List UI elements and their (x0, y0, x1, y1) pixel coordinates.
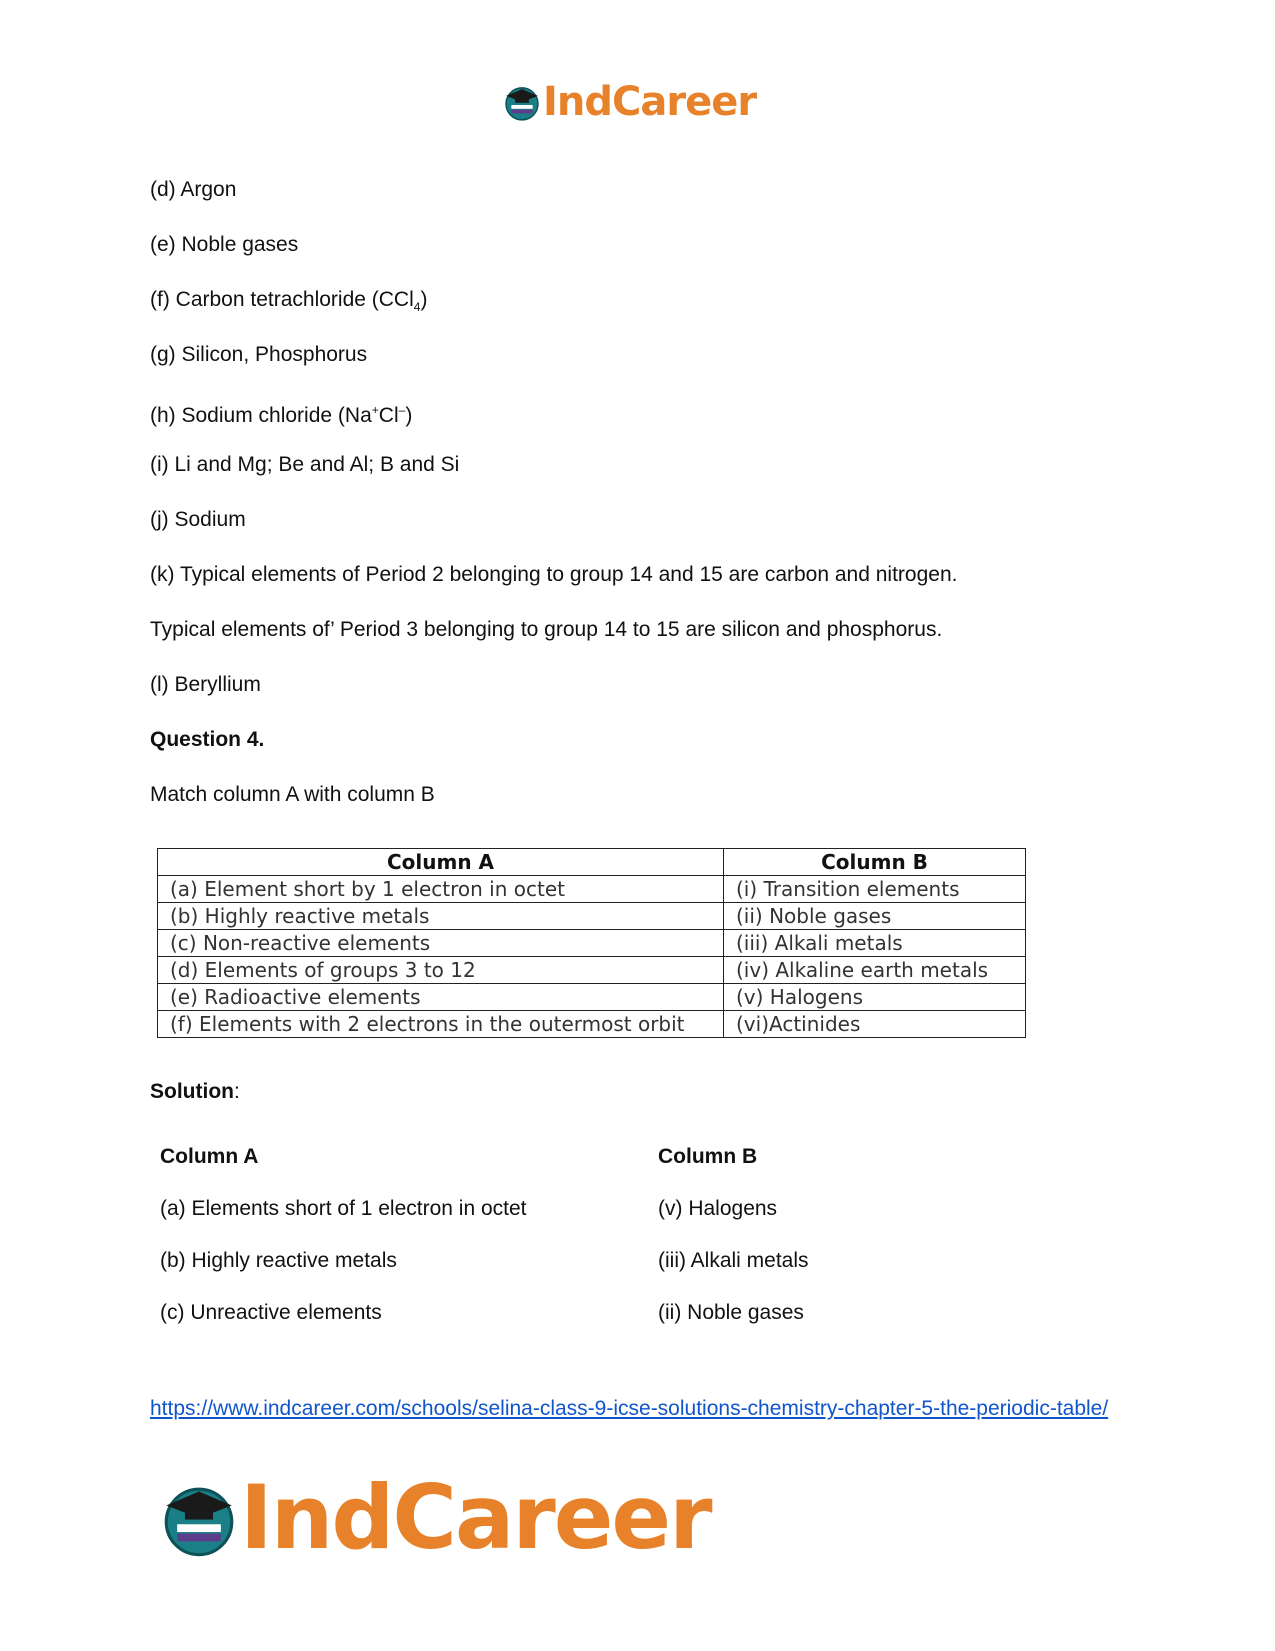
table-cell: (iii) Alkali metals (724, 930, 1026, 957)
answer-f: (f) Carbon tetrachloride (CCl$_4$) (150, 288, 428, 315)
solution-cell: (c) Unreactive elements (160, 1301, 382, 1324)
solution-cell: (ii) Noble gases (658, 1301, 804, 1324)
answer-k: (k) Typical elements of Period 2 belonging to group 14 and 15 are carbon and nitrogen. (150, 563, 958, 586)
table-cell: (i) Transition elements (724, 876, 1026, 903)
table-cell: (f) Elements with 2 electrons in the outermost orbit (158, 1011, 724, 1038)
table-cell: (d) Elements of groups 3 to 12 (158, 957, 724, 984)
table-row (158, 957, 1026, 984)
column-a-header: Column A (158, 849, 724, 876)
solution-cell: (v) Halogens (658, 1197, 778, 1220)
answer-j: (j) Sodium (150, 508, 246, 531)
table-header-row (158, 849, 1026, 876)
solution-row (160, 1194, 809, 1246)
solution-header-row (160, 1142, 809, 1194)
table-row (158, 1011, 1026, 1038)
table-cell: (b) Highly reactive metals (158, 903, 724, 930)
answer-l: (l) Beryllium (150, 673, 261, 696)
table-row (158, 930, 1026, 957)
solution-label: Solution (150, 1080, 234, 1103)
answer-i: (i) Li and Mg; Be and Al; B and Si (150, 453, 460, 476)
answer-e: (e) Noble gases (150, 233, 299, 256)
brand-name: IndCareer (543, 79, 757, 125)
solution-list (160, 1142, 809, 1350)
answer-k-continued: Typical elements of’ Period 3 belonging to group 14 to 15 are silicon and phosphorus. (150, 618, 943, 641)
solution-column-a-header: Column A (160, 1145, 259, 1168)
solution-heading (150, 1080, 240, 1104)
table-row (158, 903, 1026, 930)
solution-colon: : (233, 1080, 240, 1103)
question-prompt: Match column A with column B (150, 783, 435, 806)
table-cell: (v) Halogens (724, 984, 1026, 1011)
graduation-cap-logo-icon (503, 83, 541, 121)
table-cell: (e) Radioactive elements (158, 984, 724, 1011)
answer-h: (h) Sodium chloride (Na+Cl–) (150, 403, 413, 427)
table-cell: (a) Element short by 1 electron in octet (158, 876, 724, 903)
solution-cell: (a) Elements short of 1 electron in octet (160, 1197, 527, 1220)
answers-list (150, 175, 1150, 835)
column-b-header: Column B (724, 849, 1026, 876)
source-link[interactable]: https://www.indcareer.com/schools/selina-class-9-icse-solutions-chemistry-chapter-5-the-periodic-table/ (150, 1397, 1109, 1420)
brand-name: IndCareer (240, 1466, 711, 1569)
table-cell: (iv) Alkaline earth metals (724, 957, 1026, 984)
solution-column-b-header: Column B (658, 1145, 758, 1168)
header-logo (503, 78, 756, 126)
table-cell: (ii) Noble gases (724, 903, 1026, 930)
graduation-cap-logo-icon (160, 1479, 238, 1557)
solution-cell: (iii) Alkali metals (658, 1249, 809, 1272)
footer-logo (160, 1466, 711, 1569)
table-cell: (vi)Actinides (724, 1011, 1026, 1038)
solution-row (160, 1298, 809, 1350)
solution-row (160, 1246, 809, 1298)
solution-cell: (b) Highly reactive metals (160, 1249, 397, 1272)
table-row (158, 984, 1026, 1011)
table-cell: (c) Non-reactive elements (158, 930, 724, 957)
answer-d: (d) Argon (150, 178, 237, 201)
match-table (157, 848, 1026, 1038)
question-title: Question 4. (150, 728, 265, 751)
answer-g: (g) Silicon, Phosphorus (150, 343, 368, 366)
table-row (158, 876, 1026, 903)
